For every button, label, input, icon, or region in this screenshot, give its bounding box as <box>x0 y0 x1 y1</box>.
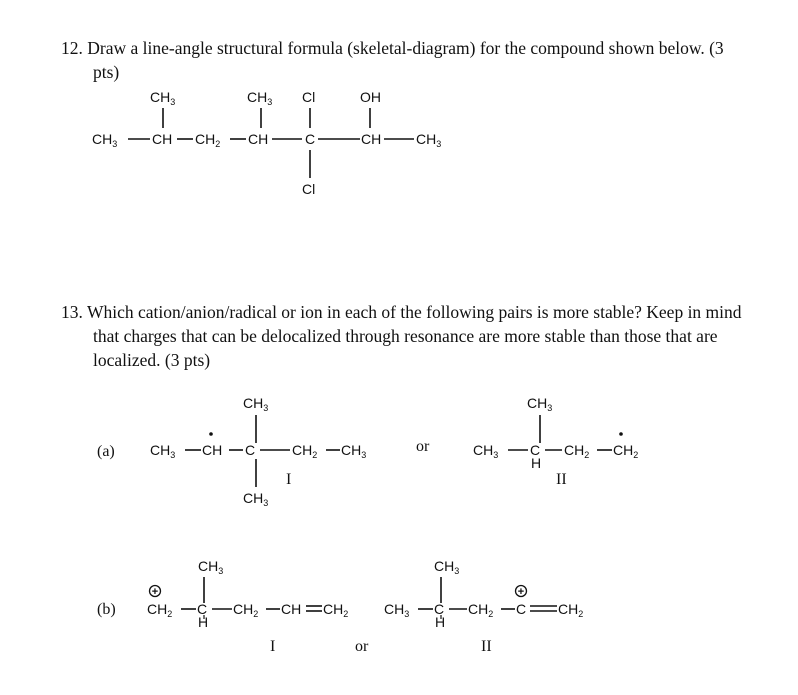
q12-oh-top: OH <box>360 89 381 105</box>
q12-cl-top: Cl <box>302 89 316 105</box>
q12-structure <box>0 0 798 260</box>
q12-line2: pts) <box>93 62 120 82</box>
a1-ch3-top: $CH_3$ <box>243 395 269 413</box>
a2-h: H <box>531 455 542 471</box>
b1-ch2-mid: $CH_2$ <box>233 601 259 619</box>
q12-ch-2: CH <box>248 131 269 147</box>
q13-part-a <box>0 385 798 515</box>
b2-label-II: II <box>481 638 492 655</box>
a1-ch3-right: $CH_3$ <box>341 442 367 460</box>
b2-c: C <box>434 601 445 617</box>
q13-line3: localized. (3 pts) <box>93 350 211 370</box>
part-a-or: or <box>416 438 430 455</box>
b1-label-I: I <box>270 638 276 655</box>
q12-ch-3: CH <box>361 131 382 147</box>
a2-radical-dot <box>619 432 623 436</box>
a2-ch2-2: $CH_2$ <box>613 442 639 460</box>
q12-cl-bottom: Cl <box>302 181 316 197</box>
b2-ch3-top: $CH_3$ <box>434 558 460 576</box>
b2-ch2-right: $CH_2$ <box>558 601 584 619</box>
q12-text-1: Draw a line-angle structural formula (skeletal-diagram) for the compound shown below. (3 <box>87 38 724 58</box>
q12-ch-1: CH <box>152 131 173 147</box>
b1-ch3-top: $CH_3$ <box>198 558 224 576</box>
a2-ch3-top: $CH_3$ <box>527 395 553 413</box>
b1-ch: CH <box>281 601 302 617</box>
b2-c-plus: C <box>516 601 527 617</box>
b1-h: H <box>198 614 209 630</box>
b1-ch2-left: $CH_2$ <box>147 601 173 619</box>
a1-ch3-left: $CH_3$ <box>150 442 176 460</box>
a2-ch2-1: $CH_2$ <box>564 442 590 460</box>
b2-h: H <box>435 614 446 630</box>
a1-radical-dot <box>209 432 213 436</box>
q12-c: C <box>305 131 316 147</box>
q12-ch3-top-1: $CH_3$ <box>150 89 176 107</box>
a1-c: C <box>245 442 256 458</box>
q12-ch3-right: $CH_3$ <box>416 131 442 149</box>
a2-c: C <box>530 442 541 458</box>
b1-plus-sign: + <box>151 586 159 598</box>
b2-ch2: $CH_2$ <box>468 601 494 619</box>
a1-ch3-bottom: $CH_3$ <box>243 490 269 508</box>
q12-ch3-left: $CH_3$ <box>92 131 118 149</box>
part-a-label: (a) <box>97 443 115 460</box>
q13-line2: that charges that can be delocalized through resonance are more stable than those that are <box>93 326 718 346</box>
part-b-label: (b) <box>97 601 116 618</box>
part-b-or: or <box>355 638 369 655</box>
a1-label-I: I <box>286 471 292 488</box>
q13-number: 13. <box>61 302 83 322</box>
q13-part-b <box>0 555 798 695</box>
a2-label-II: II <box>556 471 567 488</box>
q13-line1 <box>61 300 742 324</box>
b2-plus-sign: + <box>517 586 525 598</box>
q12-ch2: $CH_2$ <box>195 131 221 149</box>
b2-ch3-left: $CH_3$ <box>384 601 410 619</box>
q12-number: 12. <box>61 38 83 58</box>
a2-ch3-left: $CH_3$ <box>473 442 499 460</box>
a1-ch2: $CH_2$ <box>292 442 318 460</box>
a1-ch: CH <box>202 442 223 458</box>
b1-c: C <box>197 601 208 617</box>
b1-ch2-right: $CH_2$ <box>323 601 349 619</box>
q12-ch3-top-2: $CH_3$ <box>247 89 273 107</box>
q13-text-1: Which cation/anion/radical or ion in each of the following pairs is more stable? Keep in mind <box>86 302 742 322</box>
